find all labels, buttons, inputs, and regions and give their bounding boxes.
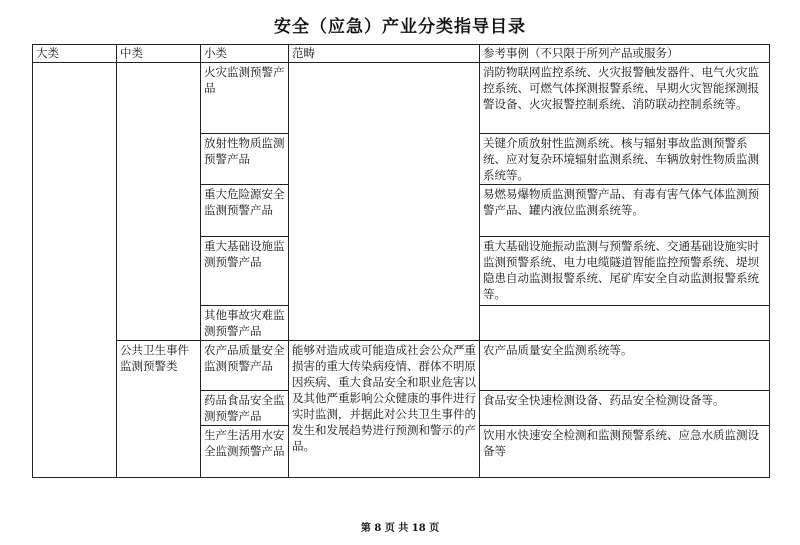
- minor-category-cell: 生产生活用水安全监测预警产品: [201, 426, 289, 478]
- minor-category-cell: 放射性物质监测预警产品: [201, 134, 289, 185]
- minor-category-cell: 重大基础设施监测预警产品: [201, 237, 289, 306]
- catalog-table: [32, 44, 770, 478]
- examples-cell: 重大基础设施振动监测与预警系统、交通基础设施实时监测预警系统、电力电缆隧道智能监控预警系统、堤坝隐患自动监测报警系统、尾矿库安全自动监测报警系统等。: [480, 237, 770, 306]
- examples-cell: [480, 306, 770, 341]
- minor-category-cell: 火灾监测预警产品: [201, 63, 289, 134]
- examples-cell: 关键介质放射性监测系统、核与辐射事故监测预警系统、应对复杂环境辐射监测系统、车辆放射性物质监测系统等。: [480, 134, 770, 185]
- table-row: [33, 63, 770, 134]
- table-row: [33, 341, 770, 391]
- header-minor-category: 小类: [201, 45, 289, 63]
- page-footer: 第 8 页 共 18 页: [360, 523, 440, 534]
- minor-category-cell: 药品食品安全监测预警产品: [201, 391, 289, 426]
- header-middle-category: 中类: [117, 45, 201, 63]
- minor-category-cell: 其他事故灾难监测预警产品: [201, 306, 289, 341]
- examples-cell: 易燃易爆物质监测预警产品、有毒有害气体气体监测预警产品、罐内液位监测系统等。: [480, 185, 770, 237]
- major-category-cell: [33, 63, 117, 478]
- examples-cell: 饮用水快速安全检测和监测预警系统、应急水质监测设备等: [480, 426, 770, 478]
- middle-category-cell: 公共卫生事件监测预警类: [117, 341, 201, 478]
- minor-category-cell: 农产品质量安全监测预警产品: [201, 341, 289, 391]
- page-title: 安全（应急）产业分类指导目录: [274, 17, 526, 37]
- scope-cell: 能够对造成或可能造成社会公众严重损害的重大传染病疫情、群体不明原因疾病、重大食品安全和职业危害以及其他严重影响公众健康的事件进行实时监测，并据此对公共卫生事件的发生和发展趋势进行预测和警示的产品。: [289, 341, 480, 478]
- header-examples: 参考事例（不只限于所列产品或服务）: [480, 45, 770, 63]
- examples-cell: 消防物联网监控系统、火灾报警触发器件、电气火灾监控系统、可燃气体探测报警系统、早期火灾智能探测报警设备、火灾报警控制系统、消防联动控制系统等。: [480, 63, 770, 134]
- header-scope: 范畴: [289, 45, 480, 63]
- examples-cell: 食品安全快速检测设备、药品安全检测设备等。: [480, 391, 770, 426]
- examples-cell: 农产品质量安全监测系统等。: [480, 341, 770, 391]
- table-header-row: [33, 45, 770, 63]
- header-major-category: 大类: [33, 45, 117, 63]
- middle-category-cell: [117, 63, 201, 341]
- scope-cell: [289, 63, 480, 341]
- minor-category-cell: 重大危险源安全监测预警产品: [201, 185, 289, 237]
